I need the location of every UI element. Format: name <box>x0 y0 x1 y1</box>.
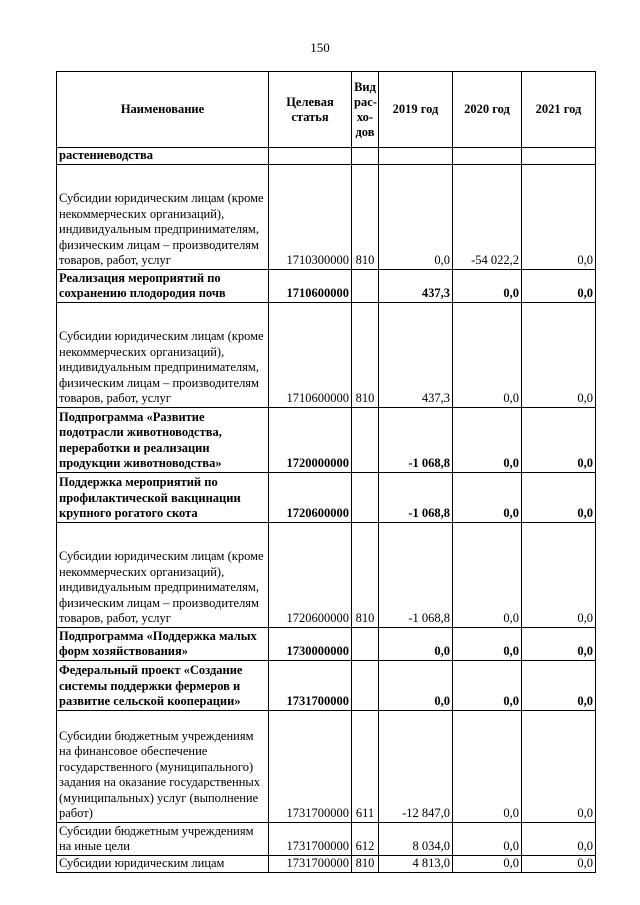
table-row <box>57 710 596 822</box>
budget-table <box>56 71 596 873</box>
row-value-2020: 0,0 <box>453 627 522 660</box>
header-2019: 2019 год <box>379 72 453 148</box>
table-row <box>57 302 596 407</box>
row-expense-type: 810 <box>352 302 379 407</box>
table-row <box>57 472 596 522</box>
row-name: Субсидии юридическим лицам <box>57 855 269 872</box>
header-2020: 2020 год <box>453 72 522 148</box>
row-target-code: 1731700000 <box>269 710 352 822</box>
row-value-2021: 0,0 <box>522 855 596 872</box>
row-name: Подпрограмма «Поддержка малых форм хозяйствования» <box>57 627 269 660</box>
row-value-2020: 0,0 <box>453 522 522 627</box>
row-name: Поддержка мероприятий по профилактической вакцинации крупного рогатого скота <box>57 472 269 522</box>
row-value-2021: 0,0 <box>522 522 596 627</box>
table-row <box>57 627 596 660</box>
row-target-code: 1710600000 <box>269 269 352 302</box>
table-body <box>57 148 596 873</box>
table-row <box>57 822 596 855</box>
row-value-2020: 0,0 <box>453 855 522 872</box>
row-value-2019: 0,0 <box>379 627 453 660</box>
row-expense-type <box>352 660 379 710</box>
header-2021: 2021 год <box>522 72 596 148</box>
row-name: Подпрограмма «Развитие подотрасли животноводства, переработки и реализации продукции животноводства» <box>57 407 269 472</box>
row-target-code: 1731700000 <box>269 822 352 855</box>
row-target-code: 1710600000 <box>269 302 352 407</box>
row-name: Реализация мероприятий по сохранению плодородия почв <box>57 269 269 302</box>
table-row <box>57 269 596 302</box>
row-target-code: 1720600000 <box>269 522 352 627</box>
table-row <box>57 522 596 627</box>
row-target-code: 1731700000 <box>269 660 352 710</box>
row-value-2020: 0,0 <box>453 822 522 855</box>
row-target-code: 1731700000 <box>269 855 352 872</box>
table-row <box>57 407 596 472</box>
row-value-2019: 437,3 <box>379 302 453 407</box>
row-value-2021 <box>522 148 596 165</box>
row-name: Субсидии юридическим лицам (кроме некоммерческих организаций), индивидуальным предпринимателям, физическим лицам – производителям товаров, работ, услуг <box>57 302 269 407</box>
row-expense-type <box>352 148 379 165</box>
row-value-2021: 0,0 <box>522 472 596 522</box>
row-value-2021: 0,0 <box>522 627 596 660</box>
row-target-code: 1710300000 <box>269 164 352 269</box>
row-value-2019: 0,0 <box>379 660 453 710</box>
row-expense-type <box>352 472 379 522</box>
row-value-2021: 0,0 <box>522 269 596 302</box>
row-value-2020: 0,0 <box>453 407 522 472</box>
row-value-2020: 0,0 <box>453 269 522 302</box>
row-value-2020: 0,0 <box>453 302 522 407</box>
row-value-2020: 0,0 <box>453 660 522 710</box>
table-row <box>57 660 596 710</box>
header-target: Целевая статья <box>269 72 352 148</box>
row-value-2021: 0,0 <box>522 302 596 407</box>
row-value-2020: -54 022,2 <box>453 164 522 269</box>
row-target-code: 1720000000 <box>269 407 352 472</box>
row-value-2019: 4 813,0 <box>379 855 453 872</box>
row-target-code: 1730000000 <box>269 627 352 660</box>
row-name: Субсидии бюджетным учреждениям на иные цели <box>57 822 269 855</box>
row-value-2019: -1 068,8 <box>379 522 453 627</box>
row-expense-type: 810 <box>352 522 379 627</box>
header-row <box>57 72 596 148</box>
row-target-code <box>269 148 352 165</box>
row-value-2021: 0,0 <box>522 822 596 855</box>
row-name: Субсидии бюджетным учреждениям на финансовое обеспечение государственного (муниципального) задания на оказание государственных (муниципальных) услуг (выполнение работ) <box>57 710 269 822</box>
row-name: Субсидии юридическим лицам (кроме некоммерческих организаций), индивидуальным предпринимателям, физическим лицам – производителям товаров, работ, услуг <box>57 164 269 269</box>
row-value-2021: 0,0 <box>522 710 596 822</box>
row-name: растениеводства <box>57 148 269 165</box>
row-expense-type <box>352 627 379 660</box>
row-expense-type <box>352 407 379 472</box>
row-value-2019: -12 847,0 <box>379 710 453 822</box>
row-expense-type: 612 <box>352 822 379 855</box>
table-row <box>57 164 596 269</box>
row-value-2021: 0,0 <box>522 164 596 269</box>
row-value-2021: 0,0 <box>522 660 596 710</box>
row-value-2019: 0,0 <box>379 164 453 269</box>
row-value-2020: 0,0 <box>453 472 522 522</box>
row-value-2019: -1 068,8 <box>379 472 453 522</box>
row-value-2020: 0,0 <box>453 710 522 822</box>
row-expense-type: 810 <box>352 855 379 872</box>
header-name: Наименование <box>57 72 269 148</box>
table-row <box>57 148 596 165</box>
row-value-2019 <box>379 148 453 165</box>
row-value-2019: -1 068,8 <box>379 407 453 472</box>
row-name: Федеральный проект «Создание системы поддержки фермеров и развитие сельской кооперации» <box>57 660 269 710</box>
table-row <box>57 855 596 872</box>
row-value-2019: 8 034,0 <box>379 822 453 855</box>
row-expense-type: 611 <box>352 710 379 822</box>
row-expense-type: 810 <box>352 164 379 269</box>
header-vid: Вид рас-хо-дов <box>352 72 379 148</box>
row-value-2019: 437,3 <box>379 269 453 302</box>
page-number: 150 <box>310 40 330 55</box>
row-name: Субсидии юридическим лицам (кроме некоммерческих организаций), индивидуальным предпринимателям, физическим лицам – производителям товаров, работ, услуг <box>57 522 269 627</box>
row-target-code: 1720600000 <box>269 472 352 522</box>
row-value-2021: 0,0 <box>522 407 596 472</box>
row-expense-type <box>352 269 379 302</box>
row-value-2020 <box>453 148 522 165</box>
